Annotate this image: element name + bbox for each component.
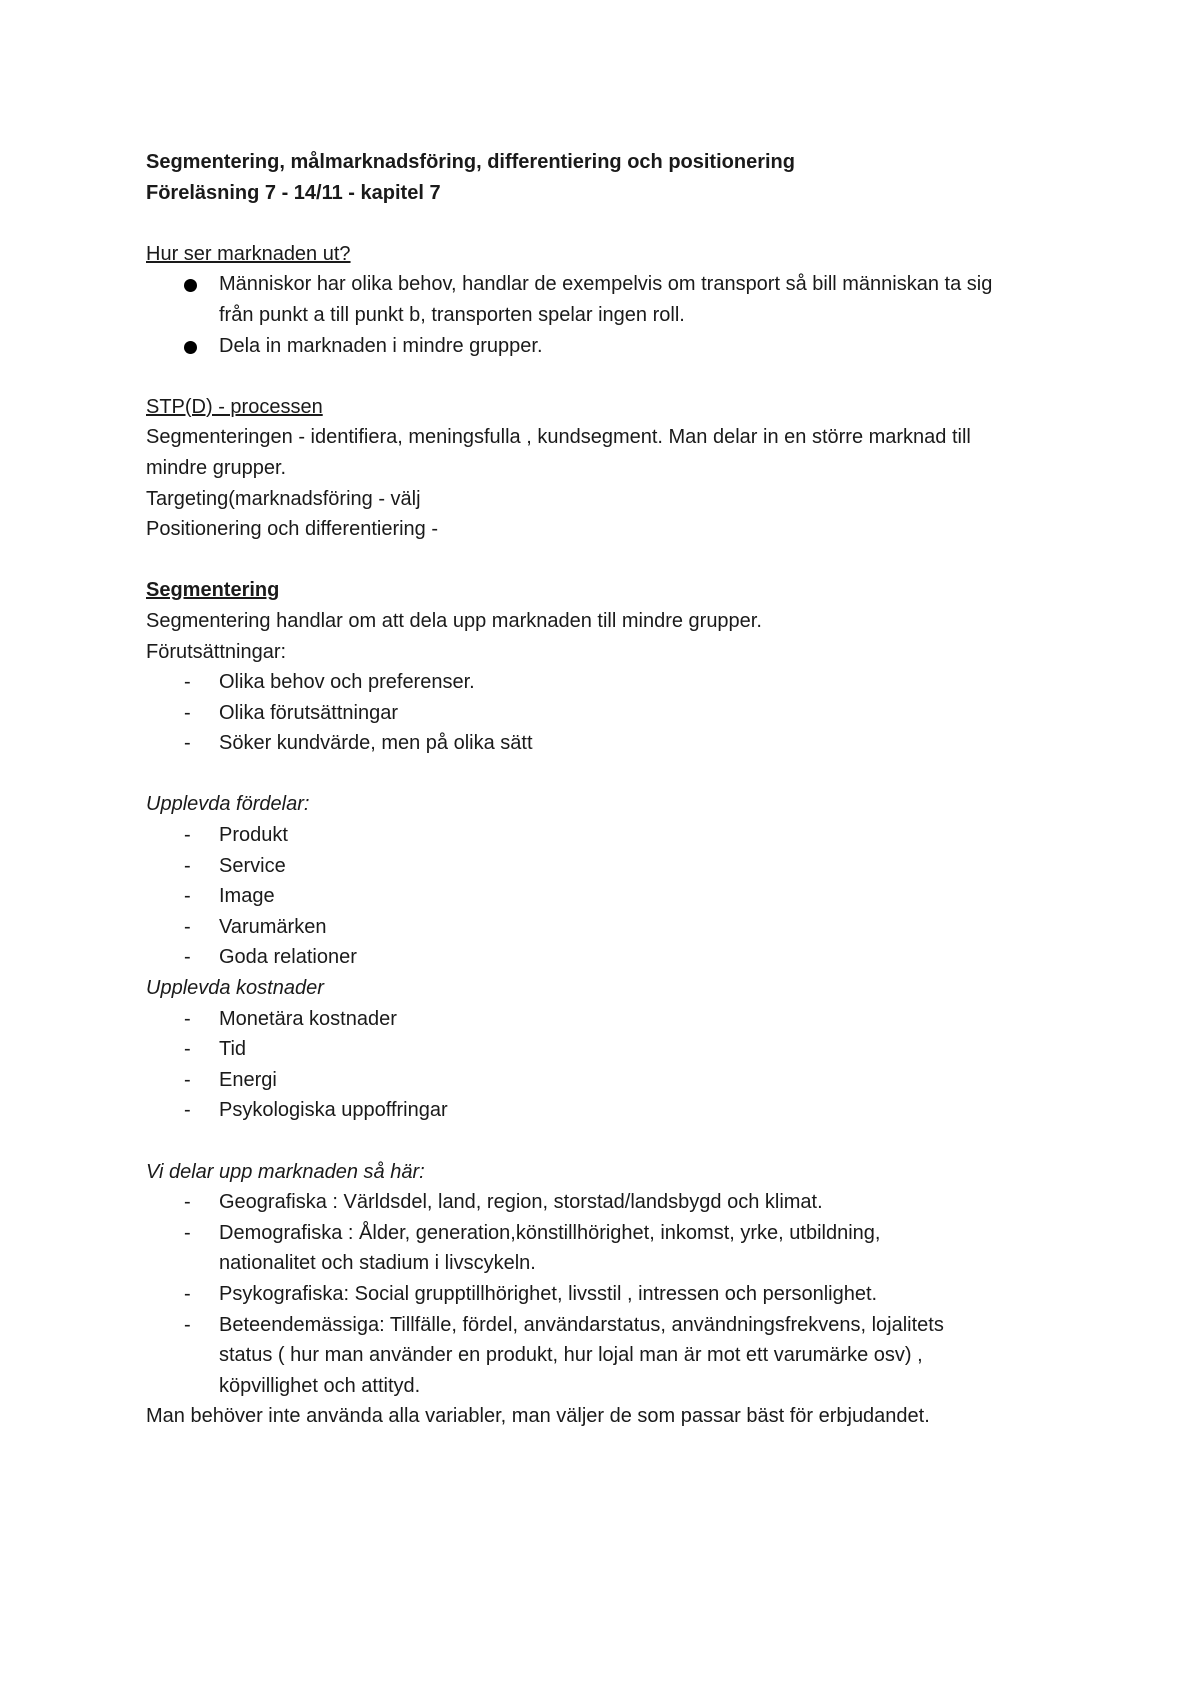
list-item-text: Produkt <box>219 824 288 847</box>
list-item <box>146 1095 1066 1126</box>
stp-line: Targeting(marknadsföring - välj <box>146 487 421 510</box>
dash-marker: - <box>184 1221 191 1244</box>
document-content <box>146 147 1066 1432</box>
dash-marker: - <box>184 1068 191 1091</box>
segmentering-heading: Segmentering <box>146 579 280 602</box>
bullet-icon <box>184 341 197 354</box>
list-item <box>146 942 1066 973</box>
dash-marker: - <box>184 1282 191 1305</box>
list-item-text: Tid <box>219 1038 247 1061</box>
stp-line: mindre grupper. <box>146 456 287 479</box>
benefits-heading: Upplevda fördelar: <box>146 793 310 816</box>
dash-marker: - <box>184 671 191 694</box>
list-item <box>146 728 1066 759</box>
division-heading: Vi delar upp marknaden så här: <box>146 1160 425 1183</box>
list-item-text: köpvillighet och attityd. <box>219 1374 421 1397</box>
list-item-text: Goda relationer <box>219 946 357 969</box>
dash-marker: - <box>184 824 191 847</box>
market-heading: Hur ser marknaden ut? <box>146 242 351 265</box>
list-item <box>146 881 1066 912</box>
dash-marker: - <box>184 701 191 724</box>
dash-marker: - <box>184 1038 191 1061</box>
dash-marker: - <box>184 1007 191 1030</box>
list-item-text: Demografiska : Ålder, generation,könstillhörighet, inkomst, yrke, utbildning, <box>219 1221 881 1244</box>
list-item <box>146 1310 1066 1341</box>
list-item-text: status ( hur man använder en produkt, hur lojal man är mot ett varumärke osv) , <box>219 1344 923 1367</box>
list-item-text: Energi <box>219 1068 277 1091</box>
stp-line: Segmenteringen - identifiera, meningsfulla , kundsegment. Man delar in en större marknad till <box>146 426 971 449</box>
stp-line: Positionering och differentiering - <box>146 518 439 541</box>
costs-heading: Upplevda kostnader <box>146 977 324 1000</box>
list-item-text: Människor har olika behov, handlar de exempelvis om transport så bill människan ta sig <box>219 273 993 296</box>
list-item-text: Psykografiska: Social grupptillhörighet, livsstil , intressen och personlighet. <box>219 1282 878 1305</box>
prereq-label: Förutsättningar: <box>146 640 287 663</box>
list-item-text: nationalitet och stadium i livscykeln. <box>219 1252 536 1275</box>
list-item-continuation <box>146 1248 1066 1279</box>
list-item-continuation <box>146 1340 1066 1371</box>
list-item <box>146 1034 1066 1065</box>
list-item-text: Image <box>219 885 275 908</box>
list-item-text: Beteendemässiga: Tillfälle, fördel, användarstatus, användningsfrekvens, lojalitets <box>219 1313 944 1336</box>
list-item <box>146 851 1066 882</box>
dash-marker: - <box>184 885 191 908</box>
list-item-continuation <box>146 300 1066 331</box>
list-item <box>146 331 1066 362</box>
dash-marker: - <box>184 1099 191 1122</box>
list-item <box>146 912 1066 943</box>
dash-marker: - <box>184 1191 191 1214</box>
dash-marker: - <box>184 946 191 969</box>
list-item-text: Dela in marknaden i mindre grupper. <box>219 334 543 357</box>
list-item-text: Varumärken <box>219 915 327 938</box>
list-item <box>146 1065 1066 1096</box>
dash-marker: - <box>184 1313 191 1336</box>
dash-marker: - <box>184 732 191 755</box>
list-item-text: Söker kundvärde, men på olika sätt <box>219 732 533 755</box>
dash-marker: - <box>184 915 191 938</box>
bullet-icon <box>184 279 197 292</box>
list-item <box>146 698 1066 729</box>
list-item-text: Service <box>219 854 286 877</box>
list-item <box>146 269 1066 300</box>
list-item-text: Geografiska : Världsdel, land, region, storstad/landsbygd och klimat. <box>219 1191 823 1214</box>
list-item <box>146 1218 1066 1249</box>
segmentering-intro: Segmentering handlar om att dela upp marknaden till mindre grupper. <box>146 609 762 632</box>
list-item-text: Olika förutsättningar <box>219 701 398 724</box>
list-item <box>146 1004 1066 1035</box>
stp-heading: STP(D) - processen <box>146 395 323 418</box>
list-item-text: från punkt a till punkt b, transporten spelar ingen roll. <box>219 303 685 326</box>
list-item-continuation <box>146 1371 1066 1402</box>
document-title: Segmentering, målmarknadsföring, differentiering och positionering <box>146 151 795 173</box>
list-item <box>146 1187 1066 1218</box>
list-item-text: Psykologiska uppoffringar <box>219 1099 448 1122</box>
list-item-text: Monetära kostnader <box>219 1007 397 1030</box>
list-item <box>146 1279 1066 1310</box>
list-item <box>146 820 1066 851</box>
closing-sentence: Man behöver inte använda alla variabler, man väljer de som passar bäst för erbjudandet. <box>146 1405 930 1428</box>
lecture-subtitle: Föreläsning 7 - 14/11 - kapitel 7 <box>146 181 441 204</box>
dash-marker: - <box>184 854 191 877</box>
list-item <box>146 667 1066 698</box>
list-item-text: Olika behov och preferenser. <box>219 671 475 694</box>
